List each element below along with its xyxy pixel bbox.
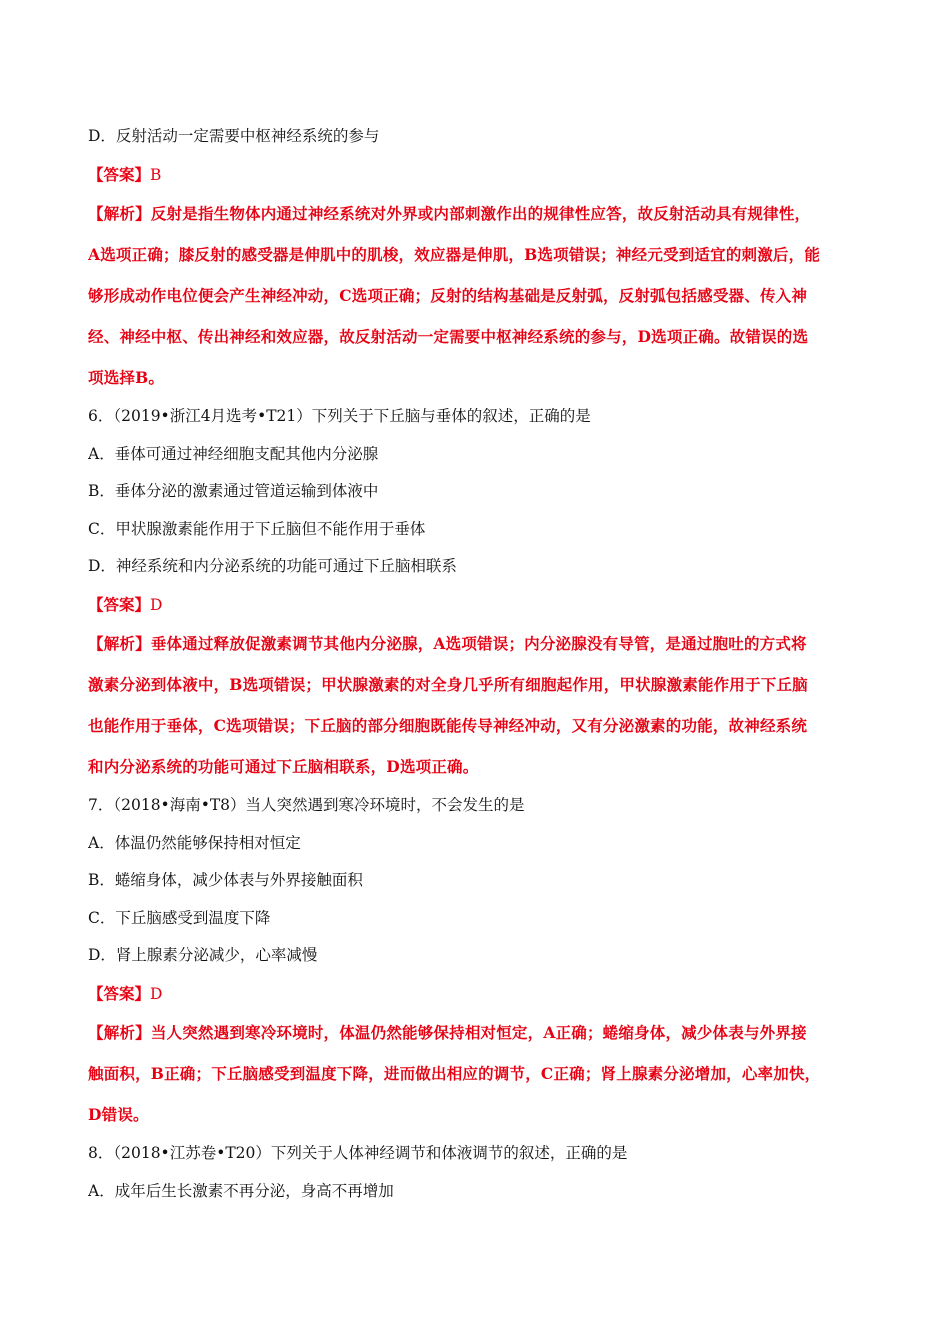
q6-explanation-line-3: 也能作用于垂体，C选项错误；下丘脑的部分细胞既能传导神经冲动，又有分泌激素的功能，故神经系统 — [88, 716, 808, 735]
q5-explanation-line-4: 经、神经中枢、传出神经和效应器，故反射活动一定需要中枢神经系统的参与，D选项正确。故错误的选 — [88, 327, 809, 346]
q6-explanation-line-1 — [88, 623, 868, 664]
q7-explanation-line-1 — [88, 1012, 868, 1053]
q5-explanation-text-1: 反射是指生物体内通过神经系统对外界或内部刺激作出的规律性应答，故反射活动具有规律性， — [150, 204, 811, 223]
q7-answer-tag: 【答案】 — [88, 983, 151, 1003]
q6-answer-value: D — [150, 595, 163, 614]
q7-stem: 7．（2018•海南•T8）当人突然遇到寒冷环境时，不会发生的是 — [88, 796, 525, 814]
q6-option-d: D．神经系统和内分泌系统的功能可通过下丘脑相联系 — [88, 557, 457, 575]
q6-option-b: B．垂体分泌的激素通过管道运输到体液中 — [88, 482, 379, 500]
q7-option-c: C．下丘脑感受到温度下降 — [88, 908, 271, 927]
q7-option-b: B．蜷缩身体，减少体表与外界接触面积 — [88, 871, 363, 889]
q5-option-d: D．反射活动一定需要中枢神经系统的参与 — [88, 127, 380, 145]
q8-stem: 8．（2018•江苏卷•T20）下列关于人体神经调节和体液调节的叙述，正确的是 — [88, 1144, 628, 1162]
q7-explanation-tag: 【解析】 — [88, 1023, 151, 1042]
q6-option-a: A．垂体可通过神经细胞支配其他内分泌腺 — [88, 444, 379, 463]
q5-answer-tag: 【答案】 — [88, 164, 151, 184]
q5-answer — [88, 156, 868, 194]
q5-explanation-line-5: 项选择B。 — [88, 368, 165, 387]
q6-answer — [88, 586, 868, 624]
q6-option-c: C．甲状腺激素能作用于下丘脑但不能作用于垂体 — [88, 519, 426, 538]
q6-explanation-text-1: 垂体通过释放促激素调节其他内分泌腺，A选项错误；内分泌腺没有导管，是通过胞吐的方式将 — [150, 634, 807, 653]
q5-explanation-tag: 【解析】 — [88, 204, 151, 223]
q7-option-d: D．肾上腺素分泌减少，心率减慢 — [88, 946, 318, 964]
q7-answer — [88, 975, 868, 1013]
q7-explanation-line-3: D错误。 — [88, 1105, 149, 1124]
q6-answer-tag: 【答案】 — [88, 594, 151, 614]
q7-answer-value: D — [150, 984, 163, 1003]
q6-stem: 6．（2019•浙江4月选考•T21）下列关于下丘脑与垂体的叙述，正确的是 — [88, 407, 591, 425]
q6-explanation-line-2: 激素分泌到体液中，B选项错误；甲状腺激素的对全身几乎所有细胞起作用，甲状腺激素能作用于下丘脑 — [88, 675, 808, 694]
q6-explanation-tag: 【解析】 — [88, 634, 151, 653]
document-page — [88, 118, 868, 1210]
q5-answer-value: B — [150, 165, 162, 184]
q6-explanation-line-4: 和内分泌系统的功能可通过下丘脑相联系，D选项正确。 — [88, 757, 479, 776]
q7-explanation-line-2: 触面积，B正确；下丘脑感受到温度下降，进而做出相应的调节，C正确；肾上腺素分泌增加，心率加快， — [88, 1064, 821, 1083]
q7-explanation-text-1: 当人突然遇到寒冷环境时，体温仍然能够保持相对恒定，A正确；蜷缩身体，减少体表与外界接 — [150, 1023, 807, 1042]
q5-explanation-line-2: A选项正确；膝反射的感受器是伸肌中的肌梭，效应器是伸肌，B选项错误；神经元受到适宜的刺激后，能 — [88, 245, 821, 264]
q5-explanation-line-3: 够形成动作电位便会产生神经冲动，C选项正确；反射的结构基础是反射弧，反射弧包括感受器、传入神 — [88, 286, 808, 305]
q7-option-a: A．体温仍然能够保持相对恒定 — [88, 833, 301, 852]
q8-option-a: A．成年后生长激素不再分泌，身高不再增加 — [88, 1181, 394, 1200]
q5-explanation-line-1 — [88, 193, 868, 234]
